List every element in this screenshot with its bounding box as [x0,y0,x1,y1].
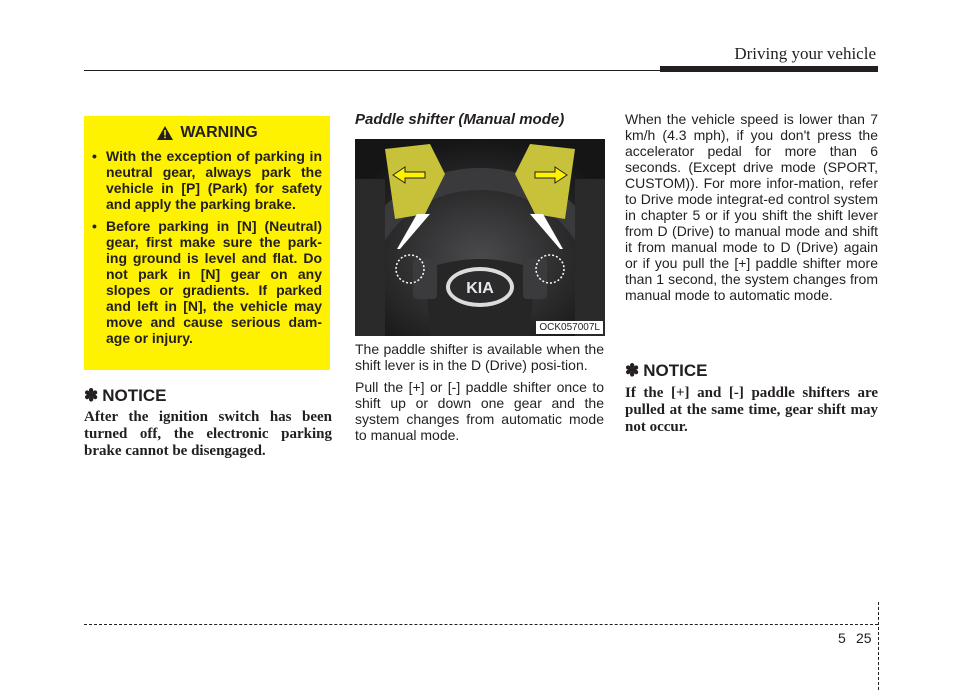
warning-heading [92,122,322,144]
page-number: 25 [856,630,872,646]
section-number: 5 [838,630,846,646]
paragraph: The paddle shifter is available when the shift lever is in the D (Drive) posi-tion. [355,341,604,373]
notice-heading [625,361,707,381]
notice-title: NOTICE [102,386,167,405]
warning-triangle-icon [156,125,174,141]
steering-wheel-illustration [355,139,605,336]
section-subtitle: Paddle shifter (Manual mode) [355,111,565,128]
paddle-description [355,341,604,449]
notice-star-icon: ✽ [625,361,640,380]
warning-item [92,148,322,212]
header-bar [660,66,878,72]
kia-logo: KIA [466,280,494,297]
running-header: Driving your vehicle [734,44,876,63]
header-rule [84,70,660,71]
paragraph: Pull the [+] or [-] paddle shifter once to shift up or down one gear and the system changes from automatic mode to manual mode. [355,379,604,443]
footer-divider [878,602,879,690]
warning-item-text: With the exception of parking in neutral gear, always park the vehicle in [P] (Park) for safety and apply the parking brake. [106,148,322,212]
steering-wheel-photo [355,139,605,336]
warning-title: WARNING [180,124,258,141]
paragraph: When the vehicle speed is lower than 7 km/h (4.3 mph), if you don't press the accelerator pedal for more than 6 seconds. (Except drive mode (SPORT, CUSTOM)). For more infor-mation, refer to Drive mode integrat-ed control system in chapter 5 or if you shift the shift lever from D (Drive) to manual mode and shift it from manual mode to D (Drive) again or if you pull the [+] paddle shifter more than 1 second, the system changes from manual mode to automatic mode. [625,111,878,303]
bullet-icon: • [92,218,97,234]
image-code-label: OCK057007L [536,321,603,334]
notice-text: If the [+] and [-] paddle shifters are pulled at the same time, gear shift may not occur. [625,385,878,435]
footer-rule [84,624,878,625]
warning-item-text: Before parking in [N] (Neutral) gear, first make sure the park-ing ground is level and flat. Do not park in [N] gear on any slopes or gradients. If parked and left in [N], the vehicle may move and cause serious dam-age or injury. [106,218,322,346]
warning-box [84,116,330,370]
bullet-icon: • [92,148,97,164]
notice-heading [84,386,166,406]
notice-star-icon: ✽ [84,386,99,405]
warning-list [92,148,322,346]
warning-item [92,218,322,346]
notice-title: NOTICE [643,361,708,380]
manual-mode-description [625,111,878,309]
notice-text: After the ignition switch has been turned off, the electronic parking brake cannot be disengaged. [84,409,332,459]
